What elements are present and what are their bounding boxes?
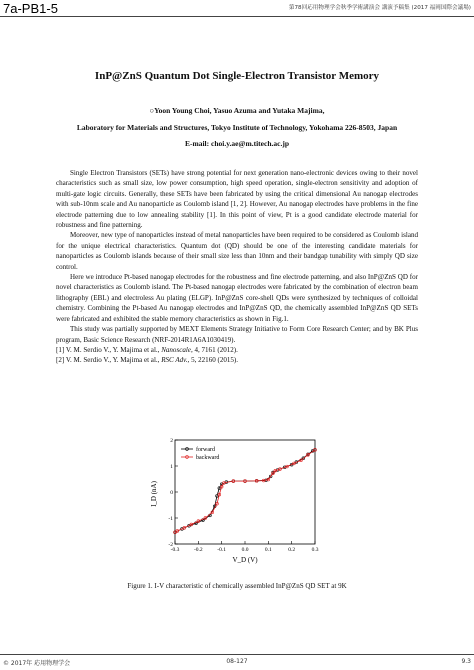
y-axis-label: I_D (nA) [150, 481, 158, 507]
x-tick-label: -0.3 [170, 547, 180, 553]
iv-chart [150, 434, 330, 564]
reference-2: [2] V. M. Serdio V., Y. Majima et al., RSC Adv., 5, 22160 (2015). [56, 356, 239, 365]
legend-label-forward: forward [196, 447, 215, 453]
x-tick-label: -0.2 [193, 547, 203, 553]
legend-label-backward: backward [196, 455, 220, 461]
x-tick-label: 0.0 [241, 547, 249, 553]
tick-layer [168, 438, 318, 553]
paragraph-method: Here we introduce Pt-based nanogap electrodes for the robustness and fine electrode patterning, and also InP@ZnS QD for novel characteristics as Coulomb island. The Pt-based nanogap electrodes were fabricated by the combination of electron beam lithography (EBL) and electroless Au plating (ELGP). InP@ZnS core-shell QDs were synthesized by techniques of colloidal chemistry. Combining the Pt-based Au nanogap electrodes and InP@ZnS QD, the chemically assembled InP@ZnS QD SETs were fabricated and exhibited the stable memory characteristics as shown in Fig.1. [56, 273, 418, 323]
presenter-mark: ○ [149, 106, 155, 115]
paper-title: InP@ZnS Quantum Dot Single-Electron Transistor Memory [94, 70, 380, 82]
author-line [0, 106, 474, 115]
authors: Yoon Young Choi, Yasuo Azuma and Yutaka Majima, [154, 106, 325, 115]
footer-rule [0, 654, 474, 655]
x-tick-label: 0.2 [288, 547, 296, 553]
x-tick-label: 0.1 [264, 547, 272, 553]
paragraph-intro: Single Electron Transistors (SETs) have strong potential for next generation nano-electronic devices owing to their novel characteristics such as small size, low power consumption, high speed operation, single-electron sensitivity and adoption of multi-gate logic circuits. Generally, these SETs have been fabricated by using the critical dimensional Au nanogap electrodes with sub-10nm scale and Au nanoparticle as Coulomb island [1, 2]. However, Au nanogap electrodes have problems in the fine electrode patterning due to low annealing stability [1]. In this point of view, Pt is a good candidate electrode material for robustness and fine patterning. [56, 169, 418, 230]
y-tick-label: 0 [170, 490, 173, 496]
y-tick-label: 2 [170, 438, 173, 444]
y-tick-label: -1 [168, 516, 173, 522]
data-layer [174, 448, 317, 533]
x-axis-label: V_D (V) [232, 556, 258, 564]
email[interactable]: E-mail: choi.y.ae@m.titech.ac.jp [184, 139, 290, 148]
x-tick-label: 0.3 [311, 547, 319, 553]
footer-page-right: 9.3 [461, 658, 471, 665]
x-tick-label: -0.1 [217, 547, 227, 553]
conference-title: 第78回応用物理学会秋季学術講演会 講演予稿集 (2017 福岡国際会議場) [288, 5, 471, 11]
paper-body [56, 168, 418, 366]
legend [181, 446, 219, 461]
y-tick-label: 1 [170, 464, 173, 470]
y-tick-label: -2 [168, 542, 173, 548]
paragraph-quantum-dots: Moreover, new type of nanoparticles instead of metal nanoparticles have been required to be considered as Coulomb island for the unique electrical characteristics. Quantum dot (QD) should be one of the interesting candidate materials for nanoparticles as Coulomb islands because of their small size less than 10nm and their bandgap tunability with simply QD size control. [56, 231, 418, 271]
reference-1: [1] V. M. Serdio V., Y. Majima et al., Nanoscale, 4, 7161 (2012). [56, 345, 238, 354]
footer-copyright: © 2017年 応用物理学会 [3, 660, 71, 667]
figure-caption: Figure 1. I-V characteristic of chemically assembled InP@ZnS QD SET at 9K [127, 582, 347, 590]
session-id: 7a-PB1-5 [3, 1, 58, 16]
affiliation: Laboratory for Materials and Structures, Tokyo Institute of Technology, Yokohama 226-8503, Japan [76, 123, 398, 132]
footer-page-number: 08-127 [226, 658, 248, 665]
header-rule [0, 16, 474, 17]
paragraph-acknowledgement: This study was partially supported by MEXT Elements Strategy Initiative to Form Core Research Center; and by BK Plus program, Basic Science Research (NRF-2014R1A6A1030419). [56, 325, 418, 344]
